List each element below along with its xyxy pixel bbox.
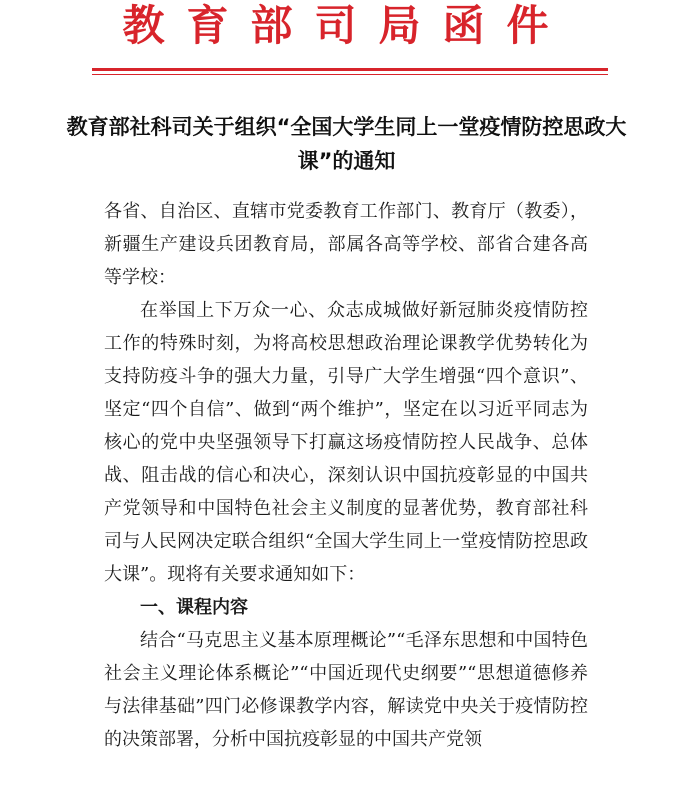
letterhead-rule-thin <box>92 74 608 75</box>
salutation: 各省、自治区、直辖市党委教育工作部门、教育厅（教委），新疆生产建设兵团教育局，部属各高等学校、部省合建各高等学校： <box>104 201 588 288</box>
paragraph-intro: 在举国上下万众一心、众志成城做好新冠肺炎疫情防控工作的特殊时刻，为将高校思想政治理论课教学优势转化为支持防疫斗争的强大力量，引导广大学生增强“四个意识”、坚定“四个自信”、做到“两个维护”，坚定在以习近平同志为核心的党中央坚强领导下打赢这场疫情防控人民战争、总体战、阻击战的信心和决心，深刻认识中国抗疫彰显的中国共产党领导和中国特色社会主义制度的显著优势，教育部社科司与人民网决定联合组织“全国大学生同上一堂疫情防控思政大课”。现将有关要求通知如下： <box>104 300 588 585</box>
letterhead-title: 教育部司局函件 <box>122 1 571 50</box>
paragraph-course-content: 结合“马克思主义基本原理概论”“毛泽东思想和中国特色社会主义理论体系概论”“中国近现代史纲要”“思想道德修养与法律基础”四门必修课教学内容，解读党中央关于疫情防控的决策部署，分析中国抗疫彰显的中国共产党领 <box>104 630 588 750</box>
document-title: 教育部社科司关于组织“全国大学生同上一堂疫情防控思政大课”的通知 <box>66 115 627 173</box>
document-body <box>104 195 588 756</box>
letterhead-rule-thick <box>92 68 608 71</box>
section-heading-course-content: 一、课程内容 <box>140 597 248 618</box>
